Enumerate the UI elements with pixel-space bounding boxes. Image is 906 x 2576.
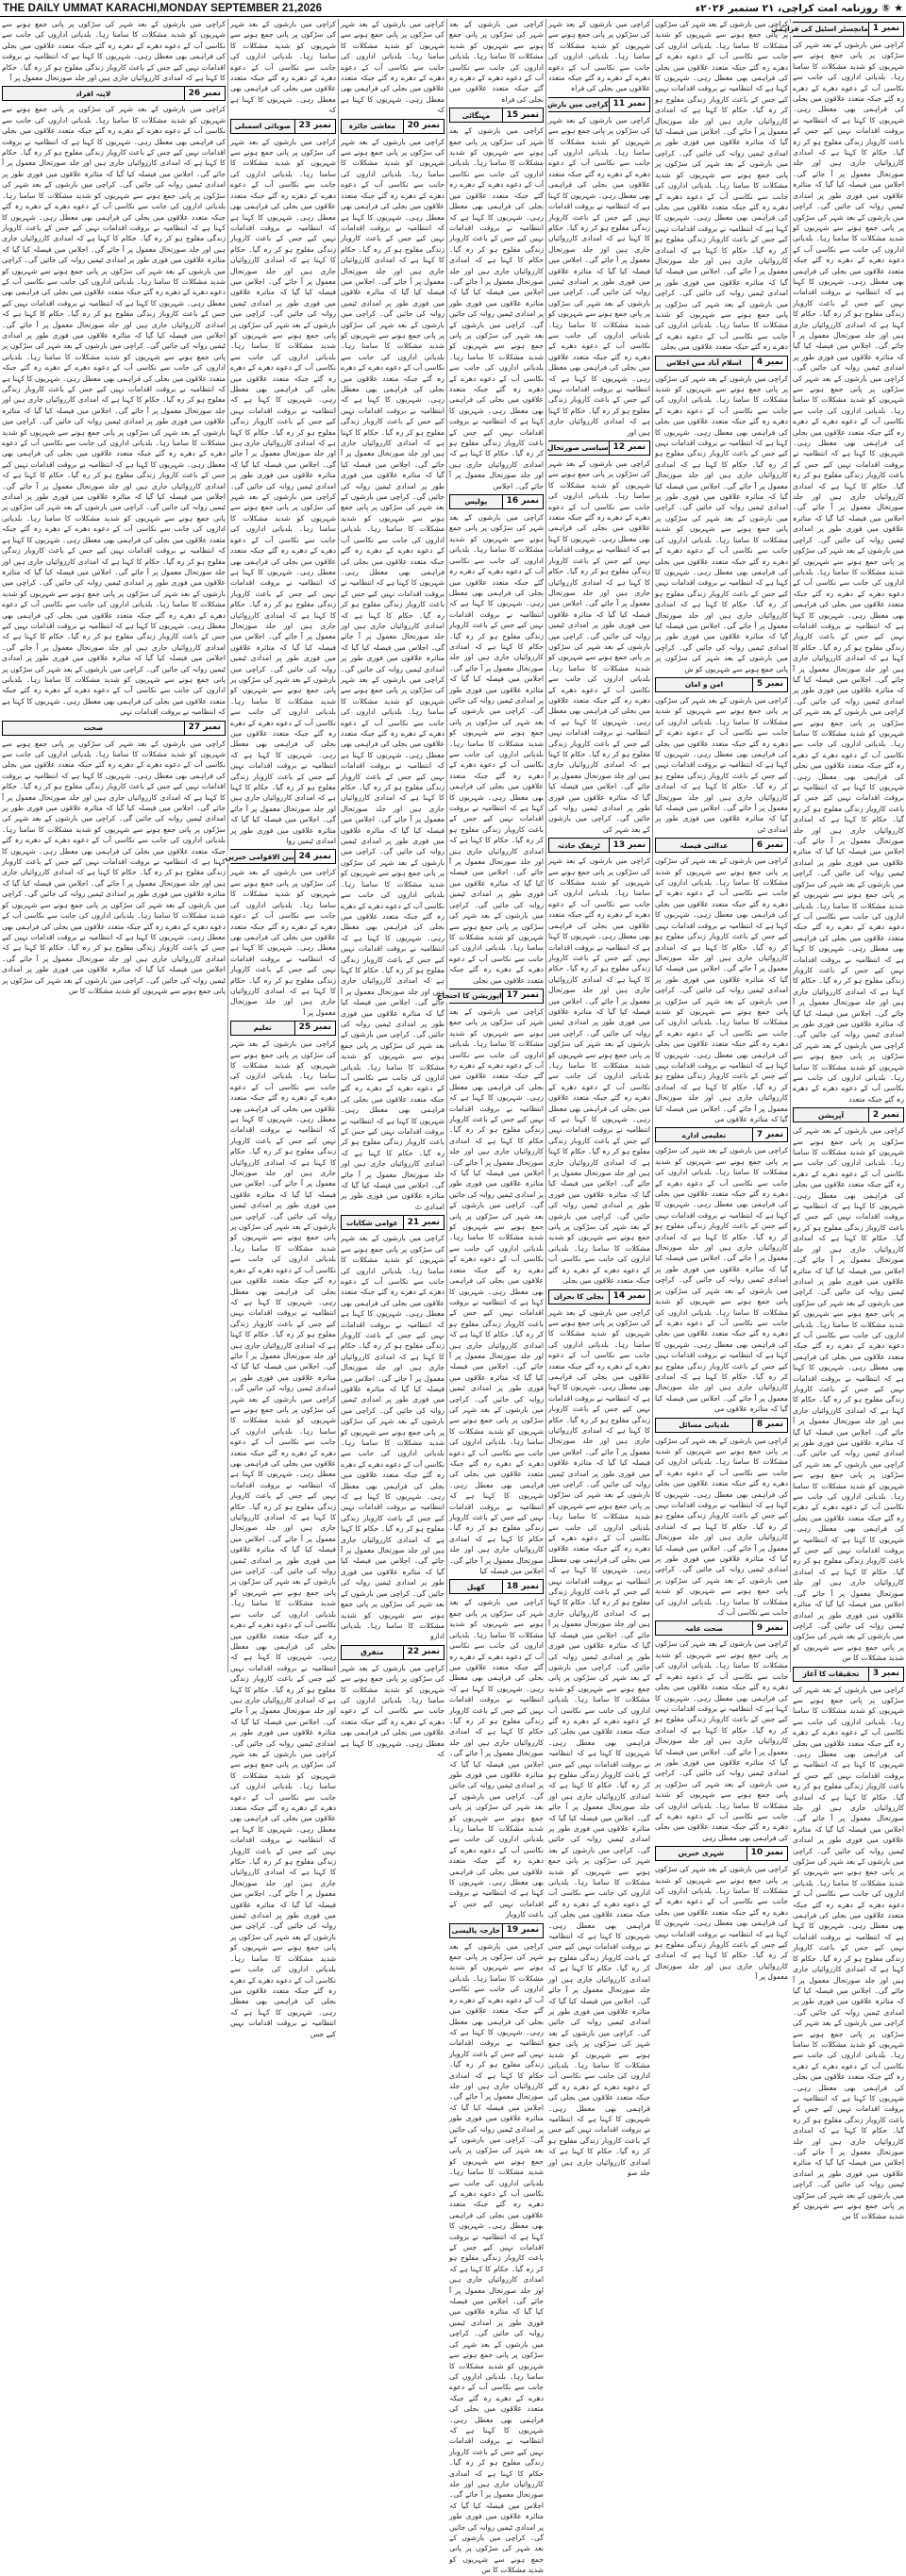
item-header: [2, 86, 226, 101]
item-body-text: کراچی میں بارشوں کے بعد شہر کی سڑکوں پر پانی جمع ہونے سے شہریوں کو شدید مشکلات کا سامنا رہا۔ بلدیاتی اداروں کی جانب سے نکاسی آب کے دعوے دھرے کے دھرے رہ گئے جبکہ متعدد علاقوں میں بجلی کی فراہمی بھی معطل رہی۔ شہریوں کا کہنا ہے کہ انتظامیہ نے بروقت اقدامات نہیں کیے جس کے باعث کاروبار زندگی مفلوج ہو کر رہ گیا۔ حکام کا کہنا ہے کہ امدادی کارروائیاں جاری ہیں اور جلد صورتحال معمول پر آ جائے گی۔ اجلاس میں فیصلہ کیا گیا کہ متاثرہ علاقوں میں فوری طور پر امدادی ٹیمیں روانہ کی جائیں گی۔ کراچی میں بارشوں کے بعد شہر کی سڑکوں پر پانی جمع ہونے سے شہریوں کو شدید مشکلات کا سامنا رہا۔ بلدیاتی اداروں کی جانب سے نکاسی آب کے دعوے دھرے کے دھرے رہ گئے جبکہ متعدد علاقوں میں بجلی کی فراہمی بھی معطل رہی۔ شہریوں کا کہنا ہے کہ انتظامیہ نے بروقت اقدامات نہیں کیے جس کے باعث کاروبار زندگی مفلوج ہو کر رہ گیا۔ حکام کا کہنا ہے کہ امدادی کارروائیاں جاری ہیں اور جلد صورتحال معمول پر آ جائے گی۔ اجلاس: [449, 126, 544, 490]
item-title: تعلیمی ادارے: [656, 1128, 752, 1141]
item-header: [449, 1923, 544, 1938]
news-item: [2, 86, 226, 717]
item-body-text: کراچی میں بارشوں کے بعد شہر کی سڑکوں پر پانی جمع ہونے سے شہریوں کو شدید مشکلات کا سامنا رہا۔ بلدیاتی اداروں کی جانب سے نکاسی آب کے دعوے دھرے کے دھرے رہ گئے جبکہ متعدد علاقوں میں بجلی کی فراہمی بھی معطل رہی۔ شہریوں کا کہنا ہے کہ انتظامیہ نے بروقت اقدامات نہیں کیے جس کے باعث کاروبار زندگی مفلوج ہو کر رہ گیا۔ حکام کا کہنا ہے کہ امدادی کارروائیاں جاری ہیں اور جلد صورتحال معمول پر آ جائے گی۔ اجلاس میں فیصلہ کیا گیا کہ متاثرہ علاقوں میں فوری طور پر امدادی ٹیمیں روانہ کی جائیں گی۔ کراچی میں بارشوں کے بعد شہر کی سڑکوں پر پانی جمع ہونے سے شہریوں کو شدید مشکلات کا سامنا رہا۔ بلدیاتی اداروں کی جانب سے نکاسی آب کے دعوے دھرے کے دھرے رہ گئے جبکہ متعدد علاقوں میں بجلی کی فراہمی بھی معطل رہی۔ شہریوں کا کہنا ہے کہ انتظامیہ نے بروقت اقدامات نہیں کیے جس کے باعث کاروبار زندگی مفلوج ہو کر رہ گیا۔ حکام کا کہنا ہے کہ امدادی کارروائیاں جاری ہیں اور جلد صورتحال معمول پر آ جائے گی۔ اجلاس میں فیصلہ کیا گیا کہ متاثرہ علاقوں میں فوری طور پر امدادی ٹیمیں روانہ کی جائیں گی۔ کراچی میں بارشوں کے بعد شہر کی سڑکوں پر پانی جمع ہونے سے شہریوں کو شدید مشکلات کا سامنا رہا۔ بلدیاتی ادارو: [341, 1234, 445, 1641]
item-header: [655, 677, 788, 692]
item-title: صحت عامہ: [656, 1621, 752, 1635]
item-body-text: کراچی میں بارشوں کے بعد شہر کی سڑکوں پر پانی جمع ہونے سے شہریوں کو شدید مشکلات کا سامنا رہا۔ بلدیاتی اداروں کی جانب سے نکاسی آب کے دعوے دھرے کے دھرے رہ گئے جبکہ متعدد علاقوں میں بجلی کی فراہمی بھی معطل رہی۔ شہریوں کا کہنا ہے کہ انتظامیہ نے بروقت اقدامات نہیں کیے جس کے باعث کاروبار زندگی مفلوج ہو کر رہ گیا۔ حکام کا کہنا ہے کہ امدادی کارروائیاں جاری ہیں اور جلد صورتحال معمول پر آ جائے گی۔ اجلاس میں فیصلہ کیا گیا کہ متاثرہ علاقوں میں فوری طور پر امدادی ٹیمیں روانہ کی جائیں گی۔ کراچی میں بارشوں کے بعد شہر کی سڑکوں پر پانی جمع ہونے سے شہریوں کو شدید مشکلات کا سامنا رہا۔ بلدیاتی اداروں کی جانب سے نکاسی آب کے دعوے دھرے کے دھرے رہ گئے جبکہ متعدد علاقوں میں بجلی کی فراہمی بھی معطل رہی۔ شہریوں کا کہنا ہے کہ انتظامیہ نے بروقت اقدامات نہیں کیے جس کے باعث کاروبار زندگی مفلوج ہو کر رہ گیا۔ حکام کا کہنا ہے کہ امدادی کارروائیاں جاری ہیں اور جلد صورتحال معمول پر آ جائے گی۔ اجلاس میں فیصلہ کیا گیا کہ متاثرہ علاقوں میں فوری طور پر امدادی ٹیمیں روانہ کی جائیں گی۔ کراچی میں بارشوں کے بعد شہر کی سڑکوں پر پانی جمع ہونے سے شہریوں کو شدید مشکلات کا سامنا رہا۔ بلدیاتی اداروں کی جانب سے نکاسی آب کے دعوے دھرے کے دھرے رہ گئے جبکہ متعدد علاقوں میں بجلی کی فراہمی بھی معطل رہی۔ شہریوں کا کہنا ہے کہ انتظامیہ نے بروقت اقدامات نہیں کیے جس کے باعث کاروبار زندگی مفلوج ہو کر رہ گیا۔ حکام کا کہنا ہے کہ امدادی کارروائیاں جاری ہیں اور جلد صورتحال معمول پر آ جائے گی۔ اجلاس میں فیصلہ کیا گیا کہ متاثرہ علاقوں میں فوری طور پر امدادی ٹیمیں روانہ کی جائیں گی۔ کراچی میں بارشوں کے بعد شہر کی سڑکوں پر پانی جمع ہونے سے شہریوں کو شدید مشکلات کا س: [449, 1941, 544, 2575]
masthead: [0, 0, 906, 17]
item-header: [341, 1215, 445, 1230]
news-item: [449, 108, 544, 491]
item-body-text: کراچی میں بارشوں کے بعد شہر کی سڑکوں پر پانی جمع ہونے سے شہریوں کو شدید مشکلات کا سامنا رہا۔ بلدیاتی اداروں کی جانب سے نکاسی آب کے دعوے دھرے کے دھرے رہ گئے جبکہ متعدد علاقوں میں بجلی کی فراہمی بھی معطل رہی۔ شہریوں کا کہنا ہے کہ انتظامیہ نے بروقت اقدامات نہیں کیے جس کے باعث کاروبار زندگی مفلوج ہو کر رہ گیا۔ حکام کا کہنا ہے کہ امدادی کارروائیاں جاری ہیں اور جلد صورتحال معمول پر آ جائے گی۔ اجلاس میں فیصلہ کیا گیا کہ متاثرہ علاقوں میں فوری طور پر امدادی ٹیمیں روانہ کی جائیں گی۔ کراچی میں بارشوں کے بعد شہر کی سڑکوں پر پانی جمع ہونے سے شہریوں کو شدید مشکلات کا سامنا رہا۔ بلدیاتی اداروں کی جانب سے نکاسی آب کے دعوے دھرے کے دھرے رہ گئے جبکہ متعدد علاقوں میں بجلی کی فراہمی بھی معطل رہی۔ شہریوں کا کہنا ہے کہ انتظامیہ نے بروقت اقدامات نہیں کیے جس کے باعث کاروبار زندگی مفلوج ہو کر رہ گیا۔ حکام کا کہنا ہے کہ امدادی کارروائیاں جاری ہیں اور جلد صورتحال معمول پر آ جائے گی۔ اجلاس میں فیصلہ کیا گیا کہ متاثرہ علاقوں میں فوری طور پر امدادی ٹیمیں روانہ کی جائیں گی۔ کراچی میں بارشوں کے بعد شہر کی سڑکوں پر پانی جمع ہونے سے شہریوں کو شدید مشکلات کا سامنا رہا۔ بلدیاتی اداروں کی جانب سے نکاسی آب کے دعوے دھرے کے دھرے رہ گئے جبکہ متعدد علاقوں میں بجلی کی فراہمی بھی معطل رہی۔ شہریوں کا کہنا ہے کہ انتظامیہ نے بروقت اقدامات نہیں کیے جس کے باعث کاروبار زندگی مفلوج ہو کر رہ گیا۔ حکام کا کہنا ہے کہ امدادی کارروائیاں جاری ہیں اور جلد صورتحال معمول پر آ جائے گی۔ اجلاس میں فیصلہ کیا گیا کہ متاثرہ علاقوں میں فوری طور پر امدادی ٹیمیں روانہ کی جائیں گی۔ کراچی میں بارشوں کے بعد شہر کی سڑکوں پر پانی جمع ہونے سے شہریوں کو شدید مشکلات کا سامنا رہا۔ بلدیاتی اداروں کی جانب سے نکاسی آب کے دعوے دھرے کے دھرے رہ گئے جبکہ متعدد علاقوں میں بجلی کی فراہمی بھی معطل رہی۔ شہریوں کا کہنا ہے کہ انتظامیہ نے بروقت اقدامات نہیں کیے جس کے باعث کاروبار زندگی مفلوج ہو کر رہ گیا۔ حکام کا کہنا ہے کہ امدادی کارروائیاں جاری ہیں اور جلد صورتحال معمول پر آ جائے گی۔ اجلاس میں فیصلہ کیا گیا کہ متاثرہ علاقوں میں فوری طور پر امدادی ٹیمیں روانہ کی جائیں گی۔ کراچی میں بارشوں کے بعد شہر کی سڑکوں پر پانی جمع ہونے سے شہریوں کو شدید مشکلات کا سامنا رہا۔ بلدیاتی اداروں کی جانب سے نکاسی آب کے دعوے دھرے کے دھرے رہ گئے جبکہ متعدد علاقوں میں بجلی کی فراہمی بھی معطل رہی۔ شہریوں کا کہنا ہے کہ انتظامیہ نے بروقت اقدامات نہیں کیے جس کے باعث کاروبار زندگی مفلوج ہو کر رہ گیا۔ حکام کا کہنا ہے کہ امدادی کارروائیاں جاری ہیں اور جلد صورتحال معمول پر آ جائے گی۔ اجلاس میں فیصلہ کیا گیا کہ متاثرہ علاقوں میں فوری طور پر امدادی ٹیمیں روانہ کی جائیں گی۔ کراچی میں بارشوں کے بعد شہر کی سڑکوں پر پانی جمع ہونے سے شہریوں کو شدید مشکلات کا سامنا رہا۔ بلدیاتی اداروں کی جانب سے نکاسی آب کے دعوے دھرے کے دھرے رہ گئے جبکہ متعدد علاقوں میں بجلی کی فراہمی بھی معطل رہی۔ شہریوں کا کہنا ہے کہ انتظامیہ نے بروقت اقدامات نہیں کیے جس کے باعث کاروبار زندگی مفلوج ہو کر رہ گیا۔ حکام کا کہنا ہے کہ امدادی کارروائیاں جاری ہیں اور جلد صورتحال معمول پر آ جائے گی۔ اجلاس میں فیصلہ کیا گیا کہ متاثرہ علاقوں میں فوری طور پر امدادی ٹیمیں روانہ کی جائیں گی۔ کراچی میں بارشوں کے بعد شہر کی سڑکوں پر پانی جمع ہونے سے شہریوں کو شدید مشکلات کا سامنا رہا۔ بلدیاتی اداروں کی جانب سے نکاسی آب کے دعوے دھرے کے دھرے رہ گئے جبکہ متعدد علاقوں میں بجلی کی فراہمی بھی معطل رہی۔ شہریوں کا کہنا ہے کہ انتظامیہ نے بروقت اقدامات نہیں کیے جس کے باعث کاروبار زندگی مفلوج ہو کر رہ گیا۔ حکام کا کہنا ہے کہ امدادی کارروائیاں جاری ہیں اور جلد صورتحال معمول پر آ جائے گی۔ اجلاس میں فیصلہ کیا گیا کہ متاثرہ علاقوں میں فوری طور پر امدادی ٹیمیں روانہ کی جائیں گی۔ کراچی میں بارشوں کے بعد شہر کی سڑکوں پر پانی جمع ہونے سے شہریوں کو شدید مشکلات کا سامنا رہا۔ بلدیاتی اداروں کی جانب سے نکاسی آب کے دعوے دھرے کے دھرے رہ گئے جبکہ متعدد علاقوں میں بجلی کی فراہمی بھی معطل رہی۔ شہریوں کا کہنا ہے کہ انتظامیہ نے بروقت اقدامات نہی: [2, 105, 226, 717]
urdu-dateline: روزنامہ امت کراچی، ۲۱ ستمبر ۲۰۲۶ء: [695, 2, 879, 14]
item-title: کھیل: [450, 1580, 502, 1593]
item-body-text: کراچی میں بارشوں کے بعد شہر کی سڑکوں پر پانی جمع ہونے سے شہریوں کو شدید مشکلات کا سامنا رہا۔ بلدیاتی اداروں کی جانب سے نکاسی آب کے دعوے دھرے کے دھرے رہ گئے جبکہ متعدد علاقوں میں بجلی کی فراہمی بھی معطل رہی۔ شہریوں کا کہنا ہے کہ انتظامیہ نے بروقت اقدامات نہیں کیے جس کے باعث کاروبار زندگی مفلوج ہو کر رہ گیا۔ حکام کا کہنا ہے کہ امدادی کارروائیاں جاری ہیں اور جلد صورتحال معمول پر آ جائے گی۔ اجلاس میں فیصلہ کیا گیا کہ متاثرہ علاقوں میں فوری طور پر امدادی ٹیمیں روانہ کی جائیں گی۔ کراچی میں بارشوں کے بعد شہر کی سڑکوں پر پانی جمع ہونے سے شہریوں کو شدید مشکلات کا سامنا رہا۔ بلدیاتی اداروں کی جانب سے نکاسی آب کے دعوے دھرے کے دھرے رہ گئے جبکہ متعدد علاقوں میں بجلی کی فراہمی بھی معطل رہی۔ شہریوں کا کہنا ہے کہ انتظامیہ نے بروقت اقدامات نہیں کیے جس کے باعث کاروبار زندگی مفلوج ہو کر رہ گیا۔ حکام کا کہنا ہے کہ امدادی کارروائیاں جاری ہیں اور جلد صورتحال معمول پر آ جائے گی۔ اجلاس میں فیصلہ کیا گیا کہ متاثرہ علاقوں میں فوری طور پر امدادی ٹیمیں روانہ کی جائیں گی۔ کراچی میں بارشوں کے بعد شہر کی سڑکوں پر پانی جمع ہونے سے شہریوں کو شدید مشکلات کا سامنا رہا۔ بلدیاتی اداروں کی جانب سے نکاسی آب کے دعوے دھرے کے دھرے رہ گئے جبکہ متعدد علاقوں میں بجلی کی فراہمی بھی معطل رہی۔ شہریوں کا کہنا ہے کہ انتظامیہ نے بروقت اقدامات نہیں کیے جس کے باعث کاروبار زندگی مفلوج ہو کر رہ گیا۔ حکام کا کہنا ہے کہ امدادی کارروائیاں جاری ہیں اور جلد صورتحال معمول پر آ جائے گی۔ اجلاس میں فیصلہ کیا گیا کہ متاثرہ علاقوں میں فوری طور پر امدادی ٹیمیں روانہ کی جائیں گی۔ کراچی میں بارشوں کے بعد شہر کی سڑکوں پر پانی جمع ہونے سے شہریوں کو شدید مشکلات کا سامنا رہا۔ بلدیاتی اداروں کی جانب سے نکاسی آب کے دعوے دھرے کے دھرے رہ گئے جبکہ متعدد علاقوں میں بجلی کی فراہمی بھی معطل رہی۔ شہریوں کا کہنا ہے کہ انتظامیہ نے بروقت اقدامات نہیں کیے جس کے باعث کاروبار زندگی مفلوج ہو کر رہ گیا۔ حکام کا کہنا ہے کہ امدادی کارروائیاں جاری ہیں اور جلد صورتحال معمول پر آ جائے گی۔ اجلاس میں فیصلہ کیا گیا کہ متاثرہ علاقوں میں فوری طور پر امدادی ٹیمیں روانہ کی جائیں گی۔ کراچی میں بارشوں کے بعد شہر کی سڑکوں پر پانی جمع ہونے سے شہریوں کو شدید مشکلات کا سامنا رہا۔ بلدیاتی اداروں کی جانب سے نکاسی آب کے دعوے دھرے کے دھرے رہ گئے جبکہ متعدد علاقوں میں بجلی کی فراہمی بھی معطل رہی۔ شہریوں کا کہنا ہے کہ انتظامیہ نے بروقت اقدامات نہیں کیے جس کے باعث کاروبار زندگی مفلوج ہو کر رہ گیا۔ حکام کا کہنا ہے کہ امدادی کارروائیاں جاری ہیں اور جلد صورتحال معمول پر آ جائے گی۔ اجلاس میں فیصلہ کیا گیا کہ متاثرہ علاقوں میں فوری طور پر امدادی ٹیمیں روانہ کی جائیں گی۔ کراچی میں بارشوں کے بعد شہر کی سڑکوں پر پانی جمع ہونے سے شہریوں کو شدید مشکلات کا سامنا رہا۔ بلدیاتی اداروں کی جانب سے نکاسی آب کے دعوے دھرے کے دھرے رہ گئے جبکہ متعدد علاقوں میں بجلی کی فراہمی بھی معطل رہی۔ شہریوں کا کہنا ہے کہ انتظامیہ نے بروقت اقدامات نہیں کیے جس کے باعث کاروبار زندگی مفلوج ہو کر رہ گیا۔ حکام کا کہنا ہے کہ امدادی کارروائیاں جاری ہیں اور جلد صورتحال معمول پر آ جائے گی۔ اجلاس میں فیصلہ کیا گیا کہ متاثرہ علاقوں میں فوری طور پر امدادی ٹیمیں روانہ کی جائیں گی۔ کراچی میں بارشوں کے بعد شہر کی سڑکوں پر پانی جمع ہونے سے شہریوں کو شدید مشکلات کا سامنا رہا۔ بلدیاتی اداروں کی جانب سے نکاسی آب کے دعوے دھرے کے دھرے رہ گئے جبکہ متعدد: [793, 41, 904, 1104]
news-item: [230, 119, 336, 847]
item-header: [449, 1579, 544, 1594]
item-number: نمبر 19: [502, 1924, 543, 1937]
item-title: صحت: [3, 722, 184, 735]
item-title: بلدیاتی مسائل: [656, 1419, 752, 1432]
news-item: [793, 1667, 904, 2222]
news-item: [341, 119, 445, 1213]
news-item: [655, 1620, 788, 1843]
item-header: [655, 1127, 788, 1142]
item-number: نمبر 25: [294, 1022, 335, 1035]
item-title: آپریشن: [794, 1108, 868, 1122]
item-title: اپوزیشن کا احتجاج: [437, 989, 502, 1003]
item-number: نمبر 13: [609, 839, 649, 852]
item-body-text: کراچی میں بارشوں کے بعد شہر کی سڑکوں پر پانی جمع ہونے سے شہریوں کو شدید مشکلات کا سامنا رہا۔ بلدیاتی اداروں کی جانب سے نکاسی آب کے دعوے دھرے کے دھرے رہ گئے جبکہ متعدد علاقوں میں بجلی کی فراہمی بھی معطل رہی۔ شہریوں کا کہنا ہے کہ انتظامیہ نے بروقت اقدامات نہیں کیے جس کے باعث کاروبار زندگی مفلوج ہو کر رہ گیا۔ حکام کا کہنا ہے کہ امدادی کارروائیاں جاری ہیں اور جلد صورتحال معمول پر آ جائے گی۔ اجلاس میں فیصلہ کیا گیا کہ متاثرہ علاقوں میں فوری طور پر امدادی ٹیمیں روانہ کی جائیں گی۔ کراچی میں بارشوں کے بعد شہر کی سڑکوں پر پانی جمع ہونے سے شہریوں کو شدید مشکلات کا سامنا رہا۔ بلدیاتی اداروں کی جانب سے نکاسی آب کے دعوے دھرے کے دھرے رہ گئے جبکہ متعدد علاقوں میں بجلی کی فراہمی بھی معطل رہی۔ شہریوں کا کہنا ہے کہ انتظامیہ نے بروقت اقدامات نہیں کیے جس کے باعث کاروبار زندگی مفلوج ہو کر رہ گیا۔ حکام کا کہنا ہے کہ امدادی کارروائیاں جاری ہیں اور جلد صورتحال معمول پر آ جائے گی۔ اجلاس میں فیصلہ کیا گیا کہ متاثرہ علاقوں میں فوری طور پر امدادی ٹیمیں روانہ کی جائیں گی۔ کراچی میں بارشوں کے بعد شہر کی سڑکوں پر پانی جمع ہونے سے شہریوں کو شدید مشکلات کا سامنا رہا۔ بلدیاتی اداروں کی جانب سے نکاسی آب کے دعوے دھرے کے دھرے رہ گئے جبکہ متعدد علاقوں میں بجلی: [548, 856, 650, 1286]
item-body-text: کراچی میں بارشوں کے بعد شہر کی سڑکوں پر پانی جمع ہونے سے شہریوں کو شدید مشکلات کا سامنا رہا۔ بلدیاتی اداروں کی جانب سے نکاسی آب کے دعوے دھرے کے دھرے رہ گئے جبکہ متعدد علاقوں میں بجلی کی فراہمی بھی معطل رہی۔ شہریوں کا کہنا ہے کہ انتظامیہ نے بروقت اقدامات نہیں کیے جس کے باعث کاروبار زندگی مفلوج ہو کر رہ گیا۔ حکام کا کہنا ہے کہ امدادی کارروائیاں جاری ہیں اور جلد صورتحال معمول پر آ جائے گی۔ اجلاس میں فیصلہ کیا گیا کہ متاثرہ علاقوں میں فوری طور پر امدادی ٹیمیں روانہ کی جائیں گی۔ کراچی میں بارشوں کے بعد شہر کی سڑکوں پر پانی جمع ہونے سے شہریوں کو شدید مشکلات کا سامنا رہا۔ بلدیاتی اداروں کی جانب سے نکاسی آب کے دعوے دھرے کے دھرے رہ گئے جبکہ متعدد علاقوں میں بجلی کی فراہمی بھی معطل رہی: [655, 1639, 788, 1842]
item-body-text: کراچی میں بارشوں کے بعد شہر کی سڑکوں پر پانی جمع ہونے سے شہریوں کو شدید مشکلات کا سامنا رہا۔ بلدیاتی اداروں کی جانب سے نکاسی آب کے دعوے دھرے کے دھرے رہ گئے جبکہ متعدد علاقوں میں بجلی کی فراہمی بھی معطل رہی۔ شہریوں کا کہنا ہے کہ انتظامیہ نے بروقت اقدامات نہیں کیے جس کے باعث کاروبار زندگی مفلوج ہو کر رہ گیا۔ حکام کا کہنا ہے کہ امدادی کارروائیاں جاری ہیں اور جلد صورتحال معمول پر آ جائے گی۔ اجلاس میں فیصلہ کیا گیا کہ متاثرہ علاقوں میں فوری طور پر امدادی ٹیمیں روانہ کی جائیں گی۔ کراچی میں بارشوں کے بعد شہر کی سڑکوں پر پانی جمع ہونے سے شہریوں کو شدید مشکلات کا سامنا رہا۔ بلدیاتی اداروں کی جانب سے نکاسی آب کے دعوے دھرے کے دھرے رہ گئے جبکہ متعدد علاقوں میں بجلی کی فراہمی بھی معطل رہی۔ شہریوں کا کہنا ہے کہ انتظامیہ نے بروقت اقدامات نہیں کیے جس کے باعث کاروبار زندگی مفلوج ہو کر رہ گیا۔ حکام کا کہنا ہے کہ امدادی کارروائیاں جاری ہیں اور جلد صورتحال معمول پر آ جائے گی۔ اجلاس میں فیصلہ کیا گیا کہ متاثرہ علاقوں میں فوری طور پر امدادی ٹیمیں روانہ کی جائیں گی۔ کراچی میں بارشوں کے بعد شہر کی سڑکوں پر پانی جمع ہونے سے شہریوں کو شدید مشکلات کا سامنا رہا۔ بلدیاتی اداروں کی جانب سے نکاسی آب کے دعوے دھرے کے دھرے رہ گئے جبکہ متعدد علاقوں میں بجلی کی فراہمی بھی معطل رہی۔ شہریوں کا کہنا ہے کہ انتظامیہ نے بروقت اقدامات نہیں کیے جس کے باعث کاروبار زندگی مفلوج ہو کر رہ گیا۔ حکام کا کہنا ہے کہ امدادی کارروائیاں جاری ہیں اور جلد صورتحال معمول پر آ جائے گی۔ اجلاس میں فیصلہ کیا گیا کہ متاثرہ علاقوں میں فوری طور پر امدادی ٹیمیں روانہ کی جائیں گی۔ کراچی میں بارشوں کے بعد شہر کی سڑکوں پر پانی جمع ہونے سے شہریوں کو شدید مشکلات کا سامنا رہا۔ بلدیاتی اداروں کی جانب سے نکاسی آب کے دعوے دھرے کے دھرے رہ گئے جبکہ متعدد علاقوں میں بجلی کی فراہمی بھی معطل رہی۔ شہریوں کا کہنا ہے کہ انتظامیہ نے بروقت اقدامات نہیں کیے جس کے باعث کاروبار زندگی مفلوج ہو کر رہ گیا۔ حکام کا کہنا ہے کہ امدادی کارروائیاں جاری ہیں اور جلد صورتحال معمول پر آ جائے گی۔ اجلاس میں فیصلہ کیا گیا کہ متاثرہ علاقوں میں فوری طور پر امدادی ٹیمیں روانہ کی جائیں گی۔ کراچی میں بارشوں کے بعد شہر کی سڑکوں پر پانی جمع ہونے سے شہریوں کو شدید مشکلات کا سامنا رہا۔ بلدیاتی اداروں کی جانب سے نکاسی آب کے دعوے دھرے کے دھرے رہ گئے جبکہ متعدد علاقوں میں بجلی کی فراہمی بھی معطل رہی۔ شہریوں کا کہنا ہے کہ انتظامیہ نے بروقت اقدامات نہیں کیے جس کے باعث کاروبار زندگی مفلوج ہو کر رہ گیا۔ حکام کا کہنا ہے کہ امدادی کارروائیاں جاری ہیں اور جلد صورتحال معمول پر آ جائے گی۔ اجلاس میں فیصلہ کیا گیا کہ متاثرہ علاقوں میں فوری طور پر امدادی ٹیمیں روانہ کی جائیں گی۔ کراچی میں بارشوں کے بعد شہر کی سڑکوں پر پانی جمع ہونے سے شہریوں کو شدید مشکلات کا سامنا رہا۔ بلدیاتی اداروں کی جانب سے نکاسی آب کے دعوے دھرے کے دھرے رہ گئے جبکہ متعدد علاقوں میں بجلی کی فراہمی بھی معطل رہی۔ شہریوں کا کہنا ہے کہ انتظامیہ نے بروقت اقدامات نہیں کیے جس کے باعث کاروبار زندگی مفلوج ہو کر رہ گیا۔ حکام کا کہنا ہے کہ امدادی کارروائیاں جاری ہیں اور جلد صورتحال معمول پر آ جائے گی۔ اجلاس میں فیصلہ کیا گیا کہ متاثرہ علاقوں میں فوری طور پر امدادی ٹ: [341, 137, 445, 1211]
item-body-text: کراچی میں بارشوں کے بعد شہر کی سڑکوں پر پانی جمع ہونے سے شہریوں کو شدید مشکلات کا سامنا رہا۔ بلدیاتی اداروں کی جانب سے نکاسی آب کے دعوے دھرے کے دھرے رہ گئے جبکہ متعدد علاقوں میں بجلی کی فراہمی بھی معطل رہی۔ شہریوں کا کہنا ہے کہ: [341, 1663, 445, 1758]
item-header: [436, 989, 544, 1004]
column-7: [0, 19, 227, 1672]
news-item: [225, 849, 336, 1018]
item-number: نمبر 15: [502, 108, 543, 122]
item-header: [548, 1289, 650, 1305]
item-number: نمبر 6: [752, 839, 787, 852]
news-item: [449, 494, 544, 986]
masthead-urdu-title: [696, 2, 903, 14]
lead-paragraph: کراچی میں بارشوں کے بعد شہر کی سڑکوں پر پانی جمع ہونے سے شہریوں کو شدید مشکلات کا سامنا رہا۔ بلدیاتی اداروں کی جانب سے نکاسی آب کے دعوے دھرے کے دھرے رہ گئے جبکہ متعدد علاقوں میں بجلی کی فراہمی بھی معطل رہی۔ شہریوں کا کہنا ہے کہ انتظامیہ نے بروقت اقدامات نہیں کیے جس کے باعث کاروبار زندگی مفلوج ہو کر رہ گیا۔ حکام کا کہنا ہے کہ امدادی کارروائیاں جاری ہیں اور جلد صورتحال معمول پر آ جائے گی۔ اجلاس میں فیصلہ کیا گیا کہ متاثرہ علاقوں میں فوری طور پر امدادی ٹیمیں روانہ کی جائیں گی۔ کراچی میں بارشوں کے بعد شہر کی سڑکوں پر پانی جمع ہونے سے شہریوں کو شدید مشکلات کا سامنا رہا۔ بلدیاتی اداروں کی جانب سے نکاسی آب کے دعوے دھرے کے دھرے رہ گئے جبکہ متعدد علاقوں میں بجلی کی فراہمی بھی معطل رہی۔ شہریوں کا کہنا ہے کہ انتظامیہ نے بروقت اقدامات نہیں کیے جس کے باعث کاروبار زندگی مفلوج ہو کر رہ گیا۔ حکام کا کہنا ہے کہ امدادی کارروائیاں جاری ہیں اور جلد صورتحال معمول پر آ جائے گی۔ اجلاس میں فیصلہ کیا گیا کہ متاثرہ علاقوں میں فوری طور پر امدادی ٹیمیں روانہ کی جائیں گی۔ کراچی میں بارشوں کے بعد شہر کی سڑکوں پر پانی جمع ہونے سے شہریوں کو شدید مشکلات کا سامنا رہا۔ بلدیاتی اداروں کی جانب سے نکاسی آب کے دعوے دھرے کے دھرے رہ گئے جبکہ متعدد علاقوں میں بجلی: [655, 20, 788, 352]
item-header: [548, 97, 650, 112]
item-header: [230, 1021, 336, 1036]
item-number: نمبر 26: [184, 87, 225, 100]
item-number: نمبر 18: [502, 1580, 543, 1593]
item-number: نمبر 22: [403, 1646, 444, 1659]
item-number: نمبر 1: [868, 23, 903, 36]
item-title: لاپتہ افراد: [3, 87, 184, 100]
item-number: نمبر 5: [752, 678, 787, 691]
news-item: [655, 1418, 788, 1619]
item-header: [449, 108, 544, 123]
item-number: نمبر 27: [184, 722, 225, 735]
item-title: متفرق: [342, 1646, 403, 1659]
item-body-text: کراچی میں بارشوں کے بعد شہر کی سڑکوں پر پانی جمع ہونے سے شہریوں کو شدید مشکلات کا سامنا رہا۔ بلدیاتی اداروں کی جانب سے نکاسی آب کے دعوے دھرے کے دھرے رہ گئے جبکہ متعدد علاقوں میں بجلی کی فراہمی بھی معطل رہی۔ شہریوں کا کہنا ہے کہ انتظامیہ نے بروقت اقدامات نہیں کیے جس کے باعث کاروبار زندگی مفلوج ہو کر رہ گیا۔ حکام کا کہنا ہے کہ امدادی کارروائیاں جاری ہیں اور جلد صورتحال معمول پر آ جائے گی۔ اجلاس میں فیصلہ کیا گیا کہ متاثرہ علاقوں میں فوری طور پر امدادی ٹیمیں روانہ کی جائیں گی۔ کراچی میں بارشوں کے بعد شہر کی سڑکوں پر پانی جمع ہونے سے شہریوں کو شدید مشکلات کا سامنا رہا۔ بلدیاتی اداروں کی جانب سے نکاسی آب کے دعوے دھرے کے دھرے رہ گئے جبکہ متعدد علاقوں میں بجلی کی فراہمی بھی معطل رہی۔ شہریوں کا کہنا ہے کہ انتظامیہ نے بروقت اقدامات نہیں کیے جس کے باعث کاروبار زندگی مفلوج ہو کر رہ گیا۔ حکام کا کہنا ہے کہ امدادی کارروائیاں جاری ہیں اور جلد صورتحال معمول پر آ جائے گی۔ اجلاس میں فیصلہ کیا گیا کہ متاثرہ علاقوں میں فوری طور پر امدادی ٹیمیں روانہ کی جائیں گی۔ کراچی میں بارشوں کے بعد شہر کی سڑکوں پر پانی جمع ہونے سے شہریوں کو شدید مشکلات کا سامنا رہا۔ بلدیاتی اداروں کی جانب سے نکاسی آب کے دعوے دھرے کے دھرے رہ گئے جبکہ متعدد علاقوں میں بجلی کی فراہمی بھی معطل رہی۔ شہریوں کا کہنا ہے کہ انتظامیہ نے بروقت اقدامات نہیں کیے جس کے باعث کاروبار زندگی مفلوج ہو کر رہ گیا۔ حکام کا کہنا ہے کہ امدادی کارروائیاں جاری ہیں اور جلد صورتحال معمول پر آ جائے گی۔ اجلاس میں فیصلہ کیا گیا کہ متاثرہ علاقوں میں فوری طور پر امدادی ٹیمیں روانہ کی جائیں گی۔ کراچی میں بارشوں کے بعد شہر کی سڑکوں پر پانی جمع ہونے سے شہریوں کو شدید مشکلات کا س: [2, 739, 226, 995]
item-header: [655, 1620, 788, 1636]
item-body-text: کراچی میں بارشوں کے بعد شہر کی سڑکوں پر پانی جمع ہونے سے شہریوں کو شدید مشکلات کا سامنا رہا۔ بلدیاتی اداروں کی جانب سے نکاسی آب کے دعوے دھرے کے دھرے رہ گئے جبکہ متعدد علاقوں میں بجلی کی فراہمی بھی معطل رہی۔ شہریوں کا کہنا ہے کہ انتظامیہ نے بروقت اقدامات نہیں کیے جس کے باعث کاروبار زندگی مفلوج ہو کر رہ گیا۔ حکام کا کہنا ہے کہ امدادی کارروائیاں جاری ہیں اور جلد صورتحال معمول پر آ: [655, 1865, 788, 1982]
item-body-text: کراچی میں بارشوں کے بعد شہر کی سڑکوں پر پانی جمع ہونے سے شہریوں کو شدید مشکلات کا سامنا رہا۔ بلدیاتی اداروں کی جانب سے نکاسی آب کے دعوے دھرے کے دھرے رہ گئے جبکہ متعدد علاقوں میں بجلی کی فراہمی بھی معطل رہی۔ شہریوں کا کہنا ہے کہ انتظامیہ نے بروقت اقدامات نہیں کیے جس کے باعث کاروبار زندگی مفلوج ہو کر رہ گیا۔ حکام کا کہنا ہے کہ امدادی کارروائیاں جاری ہیں اور جلد صورتحال معمول پر آ جائے گی۔ اجلاس میں فیصلہ کیا گیا کہ متاثرہ علاقوں میں فوری طور پر امدادی ٹیمیں روانہ کی جائیں گی۔ کراچی میں بارشوں کے بعد شہر کی سڑکوں پر پانی جمع ہونے سے شہریوں کو شدید مشکلات کا سامنا رہا۔ بلدیاتی اداروں کی جانب سے نکاسی آب کے دعوے دھرے کے دھرے رہ گئے جبکہ متعدد علاقوں میں بجلی کی فراہمی بھی معطل رہی۔ شہریوں کا کہنا ہے کہ انتظامیہ نے بروقت اقدامات نہیں کیے جس کے باعث کاروبار زندگی مفلوج ہو کر رہ گیا۔ حکام کا کہنا ہے کہ امدادی کارروائیاں جاری ہیں اور جلد صورتحال معمول پر آ جائے گی۔ اجلاس میں فیصلہ کیا گیا کہ متاثرہ علاقوں میں فوری طور پر امدادی ٹیمیں روانہ کی جائیں گی۔ کراچی میں بارشوں کے بعد شہر کی سڑکوں پر پانی جمع ہونے سے شہریوں کو ش: [655, 374, 788, 673]
item-body-text: کراچی میں بارشوں کے بعد شہر کی سڑکوں پر پانی جمع ہونے سے شہریوں کو شدید مشکلات کا سامنا رہا۔ بلدیاتی اداروں کی جانب سے نکاسی آب کے دعوے دھرے کے دھرے رہ گئے جبکہ متعدد علاقوں میں بجلی کی فراہمی بھی معطل رہی۔ شہریوں کا کہنا ہے کہ انتظامیہ نے بروقت اقدامات نہیں کیے جس کے باعث کاروبار زندگی مفلوج ہو کر رہ گیا۔ حکام کا کہنا ہے کہ امدادی کارروائیاں جاری ہیں اور جلد صورتحال معمول پر آ جائے گی۔ اجلاس میں فیصلہ کیا گیا کہ متاثرہ علاقوں میں فوری طور پر امدادی ٹی: [655, 695, 788, 834]
item-header: [793, 1667, 904, 1682]
column-4: [436, 19, 545, 2575]
column-6: [225, 19, 338, 2038]
item-body-text: کراچی میں بارشوں کے بعد شہر کی سڑکوں پر پانی جمع ہونے سے شہریوں کو شدید مشکلات کا سامنا رہا۔ بلدیاتی اداروں کی جانب سے نکاسی آب کے دعوے دھرے کے دھرے رہ گئے جبکہ متعدد علاقوں میں بجلی کی فراہمی بھی معطل رہی۔ شہریوں کا کہنا ہے کہ انتظامیہ نے بروقت اقدامات نہیں کیے جس کے باعث کاروبار زندگی مفلوج ہو کر رہ گیا۔ حکام کا کہنا ہے کہ امدادی کارروائیاں جاری ہیں اور جلد صورتحال معمول پر آ جائے گی۔ اجلاس میں فیصلہ کیا گیا کہ متاثرہ علاقوں میں فوری طور پر امدادی ٹیمیں روانہ کی جائیں گی۔ کراچی میں بارشوں کے بعد شہر کی سڑکوں پر پانی جمع ہونے سے شہریوں کو شدید مشکلات کا سامنا رہا۔ بلدیاتی اداروں کی جانب سے نکاسی آب کے دعوے دھرے کے دھرے رہ گئے جبکہ متعدد علاقوں میں بجلی کی فراہمی بھی معطل رہی۔ شہریوں کا کہنا ہے کہ انتظامیہ نے بروقت اقدامات نہیں کیے جس کے باعث کاروبار زندگی مفلوج ہو کر رہ گیا۔ حکام کا کہنا ہے کہ امدادی کارروائیاں جاری ہیں اور جلد صورتحال معمول پر آ جائے گی۔ اجلاس میں فیصلہ کیا گیا کہ متاثرہ علاقوں میں فوری طور پر امدادی ٹیمیں روانہ کی جائیں گی۔ کراچی میں بارشوں کے بعد شہر کی سڑکوں پر پانی جمع ہونے سے شہریوں کو شدید مشکلات کا سامنا رہا۔ بلدیاتی اداروں کی جانب سے نکاسی آب کے دعوے دھرے کے دھرے رہ گئے جبکہ متعدد علاقوں میں بجلی کی فراہمی بھی معطل رہی۔ شہریوں کا کہنا ہے کہ انتظامیہ نے بروقت اقدامات نہیں کیے جس کے باعث کاروبار زندگی مفلوج ہو کر رہ گیا۔ حکام کا کہنا ہے کہ امدادی کارروائیاں جاری ہیں اور جلد صورتحال معمول پر آ جائے گی۔ اجلاس میں فیصلہ کیا گیا کہ متاثرہ علاقوں میں فوری طور پر امدادی ٹیمیں روانہ کی جائیں گی۔ کراچی میں بارشوں کے بعد شہر کی سڑکوں پر پانی جمع ہونے سے شہریوں کو شدید مشکلات کا سامنا رہا۔ بلدیاتی اداروں کی جانب سے نکاسی آب کے دعوے دھرے کے دھرے رہ گئے جبکہ متعدد علاقوں میں بجلی کی فراہمی بھی معطل رہی۔ شہریوں کا کہنا ہے کہ انتظامیہ نے بروقت اقدامات نہیں کیے جس کے باعث کاروبار زندگی مفلوج ہو کر رہ گیا۔ حکام کا کہنا ہے کہ امدادی کارروائیاں جاری ہیں اور جلد صورتحال معمول پر آ جائے گی۔ اجلاس میں فیصلہ کیا گیا کہ متاثرہ علاقوں میں فوری طور پر امدادی ٹیمیں روا: [230, 137, 336, 846]
item-body-text: کراچی میں بارشوں کے بعد شہر کی سڑکوں پر پانی جمع ہونے سے شہریوں کو شدید مشکلات کا سامنا رہا۔ بلدیاتی اداروں کی جانب سے نکاسی آب کے دعوے دھرے کے دھرے رہ گئے جبکہ متعدد علاقوں میں بجلی کی فراہمی بھی معطل رہی۔ شہریوں کا کہنا ہے کہ انتظامیہ نے بروقت اقدامات نہیں کیے جس کے باعث کاروبار زندگی مفلوج ہو کر رہ گیا۔ حکام کا کہنا ہے کہ امدادی کارروائیاں جاری ہیں اور جلد صورتحال معمول پر آ جائے گی۔ اجلاس میں فیصلہ کیا گیا کہ متاثرہ علاقوں میں فوری طور پر امدادی ٹیمیں روانہ کی جائیں گی۔ کراچی میں بارشوں کے بعد شہر کی سڑکوں پر پانی جمع ہونے سے شہریوں کو شدید مشکلات کا سامنا رہا۔ بلدیاتی اداروں کی جانب سے نکاسی آب کے دعوے دھرے کے دھرے رہ گئے جبکہ متعدد علاقوں میں بجلی کی فراہمی بھی معطل رہی۔ شہریوں کا کہنا ہے کہ انتظامیہ نے بروقت اقدامات نہیں کیے جس کے باعث کاروبار زندگی مفلوج ہو کر رہ گیا۔ حکام کا کہنا ہے کہ امدادی کارروائیاں جاری ہیں اور جلد صورتحال معمول پر آ جائے گی۔ اجلاس میں فیصلہ کیا گیا کہ متاثرہ علاقوں میں فوری طور پر امدادی ٹیمیں روانہ کی جائیں گی۔ کراچی میں بارشوں کے بعد شہر کی سڑکوں پر پانی جمع ہونے سے شہریوں کو شدید مشکلات کا سامنا رہا۔ بلدیاتی اداروں کی جانب سے نکاسی آب کے دعوے دھرے کے دھرے رہ گئے جبکہ متعدد علاقوں میں بجلی کی فراہمی بھی معطل رہی۔ شہریوں کا کہنا ہے کہ انتظامیہ نے بروقت اقدامات نہیں کیے جس کے باعث کاروبار زندگی مفلوج ہو کر رہ گیا۔ حکام کا کہنا ہے کہ امدادی کارروائیاں جاری ہیں اور جلد صورتحال معمول پر آ جائے گی۔ اجلاس میں فیصلہ کیا گیا کہ متاثرہ علاقوں میں فوری طور پر امدادی ٹیمیں روانہ کی جائیں گی۔ کراچی میں بارشوں کے بعد شہر کی سڑکوں پر پانی جمع ہونے سے شہریوں کو شدید مشکلات کا سامنا رہا۔ بلدیاتی اداروں کی جانب سے نکاسی آب کے دعوے دھرے کے دھرے رہ گئے جبکہ متعدد علاقوں میں بجلی کی فراہمی بھی معطل رہی۔ شہریوں کا کہنا ہے کہ انتظامیہ نے بروقت اقدامات نہیں کیے جس کے باعث کاروبار زندگی مفلوج ہو کر رہ گیا۔ حکام کا کہنا ہے کہ امدادی کارروائیاں جاری ہیں اور جلد صورتحال معمول پر آ جائے گی۔ اجلاس میں فیصلہ کیا گیا کہ متاثرہ علاقوں میں فوری طور پر امدادی ٹیمیں روانہ کی جائیں گی۔ کراچی میں بارشوں کے بعد شہر کی سڑکوں پر پانی جمع ہونے سے شہریوں کو شدید مشکلات کا سامنا رہا۔ بلدیاتی اداروں کی جانب سے نکاسی آب کے دعوے دھرے کے دھرے رہ گئے جبکہ متعدد علاقوں میں بجلی کی فراہمی بھی معطل رہی۔ شہریوں کا کہنا ہے کہ انتظامیہ نے بروقت اقدامات نہیں کیے جس کے باعث کاروبار زندگی مفلوج ہو کر رہ گیا۔ حکام کا کہنا ہے کہ امدادی کارروائیاں جاری ہیں اور جلد صورتحال معمول پر آ جائے گی۔ اجلاس میں فیصلہ کیا گیا کہ متاثرہ علاقوں میں فوری طور پر امدادی ٹیمیں روانہ کی جائیں گی۔ کراچی میں بارشوں کے بعد شہر کی سڑکوں پر پانی جمع ہونے سے شہریوں کو شدید مشکلات کا سامنا رہا۔ بلدیاتی اداروں کی جانب سے نکاسی آب کے دعوے دھرے کے دھرے رہ گئے جبکہ متعدد علاقوں میں بجلی کی فراہمی بھی معطل رہی۔ شہریوں کا کہنا ہے کہ انتظامیہ نے بروقت اقدامات نہیں کیے جس: [230, 1039, 336, 2038]
item-number: نمبر 3: [868, 1668, 903, 1681]
news-item: [655, 838, 788, 1124]
item-title: ٹریفک حادثہ: [549, 839, 609, 852]
item-header: [225, 849, 336, 864]
news-item: [341, 1645, 445, 1760]
page-marker: ⑤: [881, 2, 891, 14]
item-header: [655, 1418, 788, 1433]
column-3: [545, 19, 652, 2177]
star-icon: ★: [894, 2, 903, 14]
item-header: [341, 1645, 445, 1660]
item-header: [341, 119, 445, 134]
item-number: نمبر 4: [752, 357, 787, 370]
item-title: تعلیم: [231, 1022, 294, 1035]
news-item: [548, 440, 650, 835]
item-title: تحقیقات کا آغاز: [794, 1668, 868, 1681]
news-item: [548, 1289, 650, 2179]
item-title: امن و امان: [656, 678, 752, 691]
item-body-text: کراچی میں بارشوں کے بعد شہر کی سڑکوں پر پانی جمع ہونے سے شہریوں کو شدید مشکلات کا سامنا رہا۔ بلدیاتی اداروں کی جانب سے نکاسی آب کے دعوے دھرے کے دھرے رہ گئے جبکہ متعدد علاقوں میں بجلی کی فراہمی بھی معطل رہی۔ شہریوں کا کہنا ہے کہ انتظامیہ نے بروقت اقدامات نہیں کیے جس کے باعث کاروبار زندگی مفلوج ہو کر رہ گیا۔ حکام کا کہنا ہے کہ امدادی کارروائیاں جاری ہیں اور جلد صورتحال معمول پر آ جائے گی۔ اجلاس میں فیصلہ کیا گیا کہ متاثرہ علاقوں میں فوری طور پر امدادی ٹیمیں روانہ کی جائیں گی۔ کراچی میں بارشوں کے بعد شہر کی سڑکوں پر پانی جمع ہونے سے شہریوں کو شدید مشکلات کا سامنا رہا۔ بلدیاتی اداروں کی جانب سے نکاسی آب کے دعوے دھرے کے دھرے رہ گئے جبکہ متعدد علاقوں میں بجلی کی فراہمی بھی معطل رہی۔ شہریوں کا کہنا ہے کہ انتظامیہ نے بروقت اقدامات نہیں کیے جس کے باعث کاروبار زندگی مفلوج ہو کر رہ گیا۔ حکام کا کہنا ہے کہ امدادی کارروائیاں جاری ہیں اور جلد صورتحال معمول پر آ جائے گی۔ اجلاس میں فیصلہ کیا گیا کہ متاثرہ علاقوں میں فوری طور پر امدادی ٹیمیں روانہ کی جائیں گی۔ کراچی میں بارشوں کے بعد شہر کی سڑکوں پر پانی جمع ہونے سے شہریوں کو شدید مشکلات کا سامنا رہا۔ بلدیاتی اداروں کی جانب سے نکاسی آب کے دعوے دھرے کے دھرے رہ گئے جبکہ متعدد علاقوں میں بجلی: [449, 513, 544, 985]
item-number: نمبر 9: [752, 1621, 787, 1635]
item-body-text: کراچی میں بارشوں کے بعد شہر کی سڑکوں پر پانی جمع ہونے سے شہریوں کو شدید مشکلات کا سامنا رہا۔ بلدیاتی اداروں کی جانب سے نکاسی آب کے دعوے دھرے کے دھرے رہ گئے جبکہ متعدد علاقوں میں بجلی کی فراہمی بھی معطل رہی۔ شہریوں کا کہنا ہے کہ انتظامیہ نے بروقت اقدامات نہیں کیے جس کے باعث کاروبار زندگی مفلوج ہو کر رہ گیا۔ حکام کا کہنا ہے کہ امدادی کارروائیاں جاری ہیں اور جلد صورتحال معمول پر آ جائے گی۔ اجلاس میں فیصلہ کیا گیا کہ متاثرہ علاقوں میں فوری طور پر امدادی ٹیمیں روانہ کی جائیں گی۔ کراچی میں بارشوں کے بعد شہر کی سڑکوں پر پانی جمع ہونے سے شہریوں کو شدید مشکلات کا سامنا رہا۔ بلدیاتی اداروں کی جانب سے نکاسی آب کے دعوے دھرے کے دھرے رہ گئے جبکہ متعدد علاقوں میں بجلی کی فراہمی بھی معطل رہی۔ شہریوں کا کہنا ہے کہ انتظامیہ نے بروقت اقدامات نہیں کیے جس کے باعث کاروبار زندگی مفلوج ہو کر رہ گیا۔ حکام کا کہنا ہے کہ امدادی کارروائیاں جاری ہیں اور: [548, 115, 650, 437]
item-title: پولیس: [450, 495, 502, 508]
item-title: بین الاقوامی خبریں: [226, 850, 294, 863]
item-number: نمبر 21: [403, 1216, 444, 1229]
item-title: بجلی کا بحران: [549, 1290, 609, 1304]
item-number: نمبر 14: [609, 1290, 649, 1304]
item-body-text: کراچی میں بارشوں کے بعد شہر کی سڑکوں پر پانی جمع ہونے سے شہریوں کو شدید مشکلات کا سامنا رہا۔ بلدیاتی اداروں کی جانب سے نکاسی آب کے دعوے دھرے کے دھرے رہ گئے جبکہ متعدد علاقوں میں بجلی کی فراہمی بھی معطل رہی۔ شہریوں کا کہنا ہے کہ انتظامیہ نے بروقت اقدامات نہیں کیے جس کے باعث کاروبار زندگی مفلوج ہو کر رہ گیا۔ حکام کا کہنا ہے کہ امدادی کارروائیاں جاری ہیں اور جلد صورتحال معمول پر آ جائے گی۔ اجلاس میں فیصلہ کیا گیا کہ متاثرہ علاقوں میں فوری طور پر امدادی ٹیمیں روانہ کی جائیں گی۔ کراچی میں بارشوں کے بعد شہر کی سڑکوں پر پانی جمع ہونے سے شہریوں کو شدید مشکلات کا سامنا رہا۔ بلدیاتی اداروں کی جانب سے نکاسی آب کے دعوے دھرے کے دھرے رہ گئے جبکہ متعدد علاقوں میں بجلی کی فراہمی بھی معطل رہی۔ شہریوں کا کہنا ہے کہ انتظامیہ نے بروقت اقدامات نہیں کیے جس کے باعث کاروبار زندگی مفلوج ہو کر رہ گیا۔ حکام کا کہنا ہے کہ امدادی کارروائیاں جاری ہیں اور جلد صورتحال معمول پر آ جائے گی۔ اجلاس میں فیصلہ کیا گیا کہ متاثرہ علاقوں میں فوری طور پر امدادی ٹیمیں روانہ کی جائیں گی۔ کراچی میں بارشوں کے بعد شہر کی سڑکوں پر پانی جمع ہونے سے شہریوں کو شدید مشکلات کا سامنا رہا۔ بلدیاتی اداروں کی جانب سے نکاسی آب کے دعوے دھرے کے دھرے رہ گئے جبکہ متعدد علاقوں میں بجلی کی فراہمی بھی معطل رہی۔ شہریوں کا کہنا ہے کہ انتظامیہ نے بروقت اقدامات نہیں کیے جس کے باعث کاروبار زندگی مفلوج ہو کر رہ گیا۔ حکام کا کہنا ہے کہ امدادی کارروائیاں جاری ہیں اور جلد صورتحال معمول پر آ جائے گی۔ اجلاس میں فیصلہ کیا: [449, 1006, 544, 1576]
item-number: نمبر 8: [752, 1419, 787, 1432]
item-header: [548, 440, 650, 456]
item-number: نمبر 12: [609, 441, 649, 455]
item-number: نمبر 20: [403, 120, 444, 133]
news-item: [341, 1215, 445, 1641]
lead-paragraph: کراچی میں بارشوں کے بعد شہر کی سڑکوں پر پانی جمع ہونے سے شہریوں کو شدید مشکلات کا سامنا رہا۔ بلدیاتی اداروں کی جانب سے نکاسی آب کے دعوے دھرے کے دھرے رہ گئے جبکہ متعدد علاقوں میں بجلی کی فراہمی بھی معطل رہی۔ شہریوں کا کہنا ہے کہ انتظامیہ نے بروقت اقدامات نہیں کیے جس کے باعث کاروبار زندگی مفلوج ہو کر رہ گیا۔ حکام کا کہنا ہے کہ امدادی کارروائیاں جاری ہیں اور جلد صورتحال معمول پر آ: [2, 20, 226, 83]
item-header: [449, 494, 544, 509]
masthead-english-title: THE DAILY UMMAT KARACHI,MONDAY SEPTEMBER 21,2026: [3, 2, 323, 14]
item-header: [793, 1107, 904, 1122]
item-number: نمبر 16: [502, 495, 543, 508]
news-item: [548, 838, 650, 1286]
item-number: نمبر 2: [868, 1108, 903, 1122]
item-header: [771, 22, 904, 37]
item-title: خارجہ پالیسی: [450, 1924, 502, 1937]
news-item: [771, 22, 904, 1105]
item-body-text: کراچی میں بارشوں کے بعد شہر کی سڑکوں پر پانی جمع ہونے سے شہریوں کو شدید مشکلات کا سامنا رہا۔ بلدیاتی اداروں کی جانب سے نکاسی آب کے دعوے دھرے کے دھرے رہ گئے جبکہ متعدد علاقوں میں بجلی کی فراہمی بھی معطل رہی۔ شہریوں کا کہنا ہے کہ انتظامیہ نے بروقت اقدامات نہیں کیے جس کے باعث کاروبار زندگی مفلوج ہو کر رہ گیا۔ حکام کا کہنا ہے کہ امدادی کارروائیاں جاری ہیں اور جلد صورتحال معمول پر آ جائے گی۔ اجلاس میں فیصلہ کیا گیا کہ متاثرہ علاقوں میں فوری طور پر امدادی ٹیمیں روانہ کی جائیں گی۔ کراچی میں بارشوں کے بعد شہر کی سڑکوں پر پانی جمع ہونے سے شہریوں کو شدید مشکلات کا سامنا رہا۔ بلدیاتی اداروں کی جانب سے نکاسی آب کے دعوے دھرے کے دھرے رہ گئے جبکہ متعدد علاقوں میں بجلی کی فراہمی بھی معطل رہی۔ شہریوں کا کہنا ہے کہ انتظامیہ نے بروقت اقدامات نہیں کیے جس کے باعث کاروبار زندگی مفلوج ہو کر رہ گیا۔ حکام کا کہنا ہے کہ امدادی کارروائیاں جاری ہیں اور جلد صورتحال معمول پر آ جائے گی۔ اجلاس میں فیصلہ کیا گیا کہ متاثرہ علاقوں میں فوری طور پر امدادی ٹیمیں روانہ کی جائیں گی۔ کراچی میں بارشوں کے بعد شہر کی سڑکوں پر پانی جمع ہونے سے شہریوں کو شدید مشکلات کا سامنا رہا۔ بلدیاتی اداروں کی جانب سے نکاسی آب کے دعوے دھرے کے دھرے رہ گئے جبکہ متعدد علاقوں میں بجلی کی فراہمی بھی معطل رہی۔ شہریوں کا کہنا ہے کہ انتظامیہ نے بروقت اقدامات نہیں کیے جس کے باعث کاروبار زندگی مفلوج ہو کر رہ گیا۔ حکام کا کہنا ہے کہ امدادی کارروائیاں جاری ہیں اور جلد صورتحال معمول پر آ جائے گی۔ اجلاس میں فیصلہ کیا گیا کہ متاثرہ علاقوں میں فوری طور پر امدادی ٹیمیں روانہ کی جائیں گی۔ کراچی میں بارشوں کے بعد شہر کی سڑکوں پر پانی جمع ہونے سے شہریوں کو شدید مشکلات کا سامنا رہا۔ بلدیاتی اداروں کی جانب سے نکاسی آب کے دعوے دھرے کے دھرے رہ گئے جبکہ متعدد علاقوں میں بجلی کی فراہمی بھی معطل رہی۔ شہریوں کا کہنا ہے کہ انتظامیہ نے بروقت اقدامات نہیں کیے جس کے باعث کاروبار زندگی مفلوج ہو کر رہ گیا۔ حکام کا کہنا ہے کہ امدادی کارروائیاں جاری ہیں اور جلد صورتحال معمول پر آ جائے گی۔ اجلاس میں فیصلہ کیا گیا کہ متاثرہ علاقوں میں فوری طور پر امدادی ٹیمیں روانہ کی جائیں گی۔ کراچی میں بارشوں کے بعد شہر کی سڑکوں پر پانی جمع ہونے سے شہریوں کو شدید مشکلات کا سامنا رہا۔ بلدیاتی اداروں کی جانب سے نکاسی آب کے دعوے دھرے کے دھرے رہ گئے جبکہ متعدد علاقوں میں بجلی کی فراہمی بھی معطل رہی۔ شہریوں کا کہنا ہے کہ انتظامیہ نے بروقت اقدامات نہیں کیے جس کے باعث کاروبار زندگی مفلوج ہو کر رہ گیا۔ حکام کا کہنا ہے کہ امدادی کارروائیاں جاری ہیں اور جلد صو: [548, 1307, 650, 2177]
item-body-text: کراچی میں بارشوں کے بعد شہر کی سڑکوں پر پانی جمع ہونے سے شہریوں کو شدید مشکلات کا سامنا رہا۔ بلدیاتی اداروں کی جانب سے نکاسی آب کے دعوے دھرے کے دھرے رہ گئے جبکہ متعدد علاقوں میں بجلی کی فراہمی بھی معطل رہی۔ شہریوں کا کہنا ہے کہ انتظامیہ نے بروقت اقدامات نہیں کیے جس کے باعث کاروبار زندگی مفلوج ہو کر رہ گیا۔ حکام کا کہنا ہے کہ امدادی کارروائیاں جاری ہیں اور جلد صورتحال معمول پر آ جائے گی۔ اجلاس میں فیصلہ کیا گیا کہ متاثرہ علاقوں میں فوری طور پر امدادی ٹیمیں روانہ کی جائیں گی۔ کراچی میں بارشوں کے بعد شہر کی سڑکوں پر پانی جمع ہونے سے شہریوں کو شدید مشکلات کا سامنا رہا۔ بلدیاتی اداروں کی جانب سے نکاسی آب کے دعوے دھرے کے دھرے رہ گئے جبکہ متعدد علاقوں میں بجلی کی فراہمی بھی معطل رہی۔ شہریوں کا کہنا ہے کہ انتظامیہ نے بروقت اقدامات نہیں کیے جس کے باعث کاروبار زندگی مفلوج ہو کر رہ گیا۔ حکام کا کہنا ہے کہ امدادی کارروائیاں جاری ہیں اور جلد صورتحال معمول پر آ جائے گی۔ اجلاس میں فیصلہ کیا گیا کہ متاثرہ علاقوں میں فوری طور پر امدادی ٹیمیں روانہ کی جائیں گی۔ کراچی میں بارشوں کے بعد شہر کی: [548, 459, 650, 834]
item-title: مہنگائی: [450, 108, 502, 122]
item-title: کراچی میں بارش: [547, 98, 609, 111]
lead-paragraph: کراچی میں بارشوں کے بعد شہر کی سڑکوں پر پانی جمع ہونے سے شہریوں کو شدید مشکلات کا سامنا رہا۔ بلدیاتی اداروں کی جانب سے نکاسی آب کے دعوے دھرے کے دھرے رہ گئے جبکہ متعدد علاقوں میں بجلی کی فراہ: [449, 20, 544, 104]
column-2: [652, 19, 790, 1982]
item-body-text: کراچی میں بارشوں کے بعد شہر کی سڑکوں پر پانی جمع ہونے سے شہریوں کو شدید مشکلات کا سامنا رہا۔ بلدیاتی اداروں کی جانب سے نکاسی آب کے دعوے دھرے کے دھرے رہ گئے جبکہ متعدد علاقوں میں بجلی کی فراہمی بھی معطل رہی۔ شہریوں کا کہنا ہے کہ انتظامیہ نے بروقت اقدامات نہیں کیے جس کے باعث کاروبار زندگی مفلوج ہو کر رہ گیا۔ حکام کا کہنا ہے کہ امدادی کارروائیاں جاری ہیں اور جلد صورتحال معمول پر آ جائے گی۔ اجلاس میں فیصلہ کیا گیا کہ متاثرہ علاقوں میں فوری طور پر امدادی ٹیمیں روانہ کی جائیں گی۔ کراچی میں بارشوں کے بعد شہر کی سڑکوں پر پانی جمع ہونے سے شہریوں کو شدید مشکلات کا سامنا رہا۔ بلدیاتی اداروں کی جانب سے نکاسی آب کے دعوے دھرے کے دھرے رہ گئے جبکہ متعدد علاقوں میں بجلی کی فراہمی بھی معطل رہی۔ شہریوں کا کہنا ہے کہ انتظامیہ نے بروقت اقدامات نہیں کیے جس کے باعث کاروبار: [449, 1598, 544, 1920]
item-number: نمبر 23: [294, 120, 335, 133]
item-title: سیاسی صورتحال: [547, 441, 609, 455]
item-header: [230, 119, 336, 134]
news-columns: [0, 19, 906, 2575]
item-number: نمبر 11: [609, 98, 649, 111]
news-item: [655, 677, 788, 835]
item-header: [2, 721, 226, 736]
item-header: [655, 356, 788, 371]
item-number: نمبر 24: [294, 850, 335, 863]
item-body-text: کراچی میں بارشوں کے بعد شہر کی سڑکوں پر پانی جمع ہونے سے شہریوں کو شدید مشکلات کا سامنا رہا۔ بلدیاتی اداروں کی جانب سے نکاسی آب کے دعوے دھرے کے دھرے رہ گئے جبکہ متعدد علاقوں میں بجلی کی فراہمی بھی معطل رہی۔ شہریوں کا کہنا ہے کہ انتظامیہ نے بروقت اقدامات نہیں کیے جس کے باعث کاروبار زندگی مفلوج ہو کر رہ گیا۔ حکام کا کہنا ہے کہ امدادی کارروائیاں جاری ہیں اور جلد صورتحال معمول پر آ جائے گی۔ اجلاس میں فیصلہ کیا گیا کہ متاثرہ علاقوں میں فوری طور پر امدادی ٹیمیں روانہ کی جائیں گی۔ کراچی میں بارشوں کے بعد شہر کی سڑکوں پر پانی جمع ہونے سے شہریوں کو شدید مشکلات کا سامنا رہا۔ بلدیاتی اداروں کی جانب سے نکاسی آب کے دعوے دھرے کے دھرے رہ گئے جبکہ متعدد علاقوں میں بجلی کی فراہمی بھی معطل رہی۔ شہریوں کا کہنا ہے کہ انتظامیہ نے بروقت اقدامات نہیں کیے جس کے باعث کاروبار زندگی مفلوج ہو کر رہ گیا۔ حکام کا کہنا ہے کہ امدادی کارروائیاں جاری ہیں اور جلد صورتحال معمول پر آ جائے گی۔ اجلاس میں فیصلہ کیا گیا کہ متاثرہ علاقوں می: [655, 856, 788, 1123]
item-title: عدالتی فیصلہ: [656, 839, 752, 852]
item-title: عوامی شکایات: [342, 1216, 403, 1229]
item-header: [655, 1846, 788, 1861]
item-number: نمبر 7: [752, 1128, 787, 1141]
lead-paragraph: کراچی میں بارشوں کے بعد شہر کی سڑکوں پر پانی جمع ہونے سے شہریوں کو شدید مشکلات کا سامنا رہا۔ بلدیاتی اداروں کی جانب سے نکاسی آب کے دعوے دھرے کے دھرے رہ گئے جبکہ متعدد علاقوں میں بجلی کی فراہمی بھی معطل رہی۔ شہریوں کا کہنا ہے کہ: [230, 20, 336, 115]
column-1: [771, 19, 906, 2221]
item-title: مانچسٹر اسٹیل کی فراہمی: [771, 23, 868, 36]
item-header: [655, 838, 788, 853]
item-title: اسلام آباد میں اجلاس: [656, 357, 752, 370]
item-header: [548, 838, 650, 853]
item-body-text: کراچی میں بارشوں کے بعد شہر کی سڑکوں پر پانی جمع ہونے سے شہریوں کو شدید مشکلات کا سامنا رہا۔ بلدیاتی اداروں کی جانب سے نکاسی آب کے دعوے دھرے کے دھرے رہ گئے جبکہ متعدد علاقوں میں بجلی کی فراہمی بھی معطل رہی۔ شہریوں کا کہنا ہے کہ انتظامیہ نے بروقت اقدامات نہیں کیے جس کے باعث کاروبار زندگی مفلوج ہو کر رہ گیا۔ حکام کا کہنا ہے کہ امدادی کارروائیاں جاری ہیں اور جلد صورتحال معمول پر آ جائے گی۔ اجلاس میں فیصلہ کیا گیا کہ متاثرہ علاقوں میں فوری طور پر امدادی ٹیمیں روانہ کی جائیں گی۔ کراچی میں بارشوں کے بعد شہر کی سڑکوں پر پانی جمع ہونے سے شہریوں کو شدید مشکلات کا سامنا رہا۔ بلدیاتی اداروں کی جانب سے نکاسی آب کے دعوے دھرے کے دھرے رہ گئے جبکہ متعدد علاقوں میں بجلی کی فراہمی بھی معطل رہی۔ شہریوں کا کہنا ہے کہ انتظامیہ نے بروقت اقدامات نہیں کیے جس کے باعث کاروبار زندگی مفلوج ہو کر رہ گیا۔ حکام کا کہنا ہے کہ امدادی کارروائیاں جاری ہیں اور جلد صورتحال معمول پر آ جائے گی۔ اجلاس میں فیصلہ کیا گیا کہ متاثرہ علاقوں میں فوری طور پر امدادی ٹیمیں روانہ کی جائیں گی۔ کراچی میں بارشوں کے بعد شہر کی سڑکوں پر پانی جمع ہونے سے شہریوں کو شدید مشکلات کا سامنا رہا۔ بلدیاتی اداروں کی جانب سے نکاسی آب کے دعوے دھرے کے دھرے رہ گئے جبکہ متعدد علاقوں میں بجلی کی فراہمی بھی معطل رہی۔ شہریوں کا کہنا ہے کہ انتظامیہ نے بروقت اقدامات نہیں کیے جس کے باعث کاروبار زندگی مفلوج ہو کر رہ گیا۔ حکام کا کہنا ہے کہ امدادی کارروائیاں جاری ہیں اور جلد صورتحال معمول پر آ جائے گی۔ اجلاس میں فیصلہ کیا گیا کہ متاثرہ علاقوں میں فوری طور پر امدادی ٹیمیں روانہ کی جائیں گی۔ کراچی میں بارشوں کے بعد شہر کی سڑکوں پر پانی جمع ہونے سے شہریوں کو شدید مشکلات کا س: [793, 1126, 904, 1663]
item-title: معاشی جائزہ: [342, 120, 403, 133]
lead-paragraph: کراچی میں بارشوں کے بعد شہر کی سڑکوں پر پانی جمع ہونے سے شہریوں کو شدید مشکلات کا سامنا رہا۔ بلدیاتی اداروں کی جانب سے نکاسی آب کے دعوے دھرے کے دھرے رہ گئے جبکہ متعدد علاقوں میں بجلی کی فراہمی بھی معطل رہی۔ شہریوں کا کہنا ہے کہ: [341, 20, 445, 115]
item-body-text: کراچی میں بارشوں کے بعد شہر کی سڑکوں پر پانی جمع ہونے سے شہریوں کو شدید مشکلات کا سامنا رہا۔ بلدیاتی اداروں کی جانب سے نکاسی آب کے دعوے دھرے کے دھرے رہ گئے جبکہ متعدد علاقوں میں بجلی کی فراہمی بھی معطل رہی۔ شہریوں کا کہنا ہے کہ انتظامیہ نے بروقت اقدامات نہیں کیے جس کے باعث کاروبار زندگی مفلوج ہو کر رہ گیا۔ حکام کا کہنا ہے کہ امدادی کارروائیاں جاری ہیں اور جلد صورتحال معمول پر آ: [230, 868, 336, 1017]
news-item: [793, 1107, 904, 1663]
item-title: صوبائی اسمبلی: [231, 120, 294, 133]
news-item: [655, 356, 788, 674]
news-item: [230, 1021, 336, 2039]
news-item: [436, 989, 544, 1577]
news-item: [449, 1579, 544, 1920]
news-item: [449, 1923, 544, 2576]
item-number: نمبر 17: [502, 989, 543, 1003]
lead-paragraph: کراچی میں بارشوں کے بعد شہر کی سڑکوں پر پانی جمع ہونے سے شہریوں کو شدید مشکلات کا سامنا رہا۔ بلدیاتی اداروں کی جانب سے نکاسی آب کے دعوے دھرے کے دھرے رہ گئے جبکہ متعدد علاقوں میں بجلی کی فراہ: [548, 20, 650, 93]
news-item: [2, 721, 226, 997]
column-5: [338, 19, 446, 1758]
news-item: [655, 1127, 788, 1414]
item-body-text: کراچی میں بارشوں کے بعد شہر کی سڑکوں پر پانی جمع ہونے سے شہریوں کو شدید مشکلات کا سامنا رہا۔ بلدیاتی اداروں کی جانب سے نکاسی آب کے دعوے دھرے کے دھرے رہ گئے جبکہ متعدد علاقوں میں بجلی کی فراہمی بھی معطل رہی۔ شہریوں کا کہنا ہے کہ انتظامیہ نے بروقت اقدامات نہیں کیے جس کے باعث کاروبار زندگی مفلوج ہو کر رہ گیا۔ حکام کا کہنا ہے کہ امدادی کارروائیاں جاری ہیں اور جلد صورتحال معمول پر آ جائے گی۔ اجلاس میں فیصلہ کیا گیا کہ متاثرہ علاقوں میں فوری طور پر امدادی ٹیمیں روانہ کی جائیں گی۔ کراچی میں بارشوں کے بعد شہر کی سڑکوں پر پانی جمع ہونے سے شہریوں کو شدید مشکلات کا سامنا رہا۔ بلدیاتی اداروں کی جانب سے نکاسی آب ک: [655, 1436, 788, 1618]
news-item: [655, 1846, 788, 1982]
news-item: [548, 97, 650, 438]
item-title: شہری خبریں: [656, 1847, 747, 1860]
item-body-text: کراچی میں بارشوں کے بعد شہر کی سڑکوں پر پانی جمع ہونے سے شہریوں کو شدید مشکلات کا سامنا رہا۔ بلدیاتی اداروں کی جانب سے نکاسی آب کے دعوے دھرے کے دھرے رہ گئے جبکہ متعدد علاقوں میں بجلی کی فراہمی بھی معطل رہی۔ شہریوں کا کہنا ہے کہ انتظامیہ نے بروقت اقدامات نہیں کیے جس کے باعث کاروبار زندگی مفلوج ہو کر رہ گیا۔ حکام کا کہنا ہے کہ امدادی کارروائیاں جاری ہیں اور جلد صورتحال معمول پر آ جائے گی۔ اجلاس میں فیصلہ کیا گیا کہ متاثرہ علاقوں میں فوری طور پر امدادی ٹیمیں روانہ کی جائیں گی۔ کراچی میں بارشوں کے بعد شہر کی سڑکوں پر پانی جمع ہونے سے شہریوں کو شدید مشکلات کا سامنا رہا۔ بلدیاتی اداروں کی جانب سے نکاسی آب کے دعوے دھرے کے دھرے رہ گئے جبکہ متعدد علاقوں میں بجلی کی فراہمی بھی معطل رہی۔ شہریوں کا کہنا ہے کہ انتظامیہ نے بروقت اقدامات نہیں کیے جس کے باعث کاروبار زندگی مفلوج ہو کر رہ گیا۔ حکام کا کہنا ہے کہ امدادی کارروائیاں جاری ہیں اور جلد صورتحال معمول پر آ جائے گی۔ اجلاس میں فیصلہ کیا گیا کہ متاثرہ علاقوں میں فوری طور پر امدادی ٹیمیں روانہ کی جائیں گی۔ کراچی میں بارشوں کے بعد شہر کی سڑکوں پر پانی جمع ہونے سے شہریوں کو شدید مشکلات کا سامنا رہا۔ بلدیاتی اداروں کی جانب سے نکاسی آب کے دعوے دھرے کے دھرے رہ گئے جبکہ متعدد علاقوں میں بجلی کی فراہمی بھی معطل رہی۔ شہریوں کا کہنا ہے کہ انتظامیہ نے بروقت اقدامات نہیں کیے جس کے باعث کاروبار زندگی مفلوج ہو کر رہ گیا۔ حکام کا کہنا ہے کہ امدادی کارروائیاں جاری ہیں اور جلد صورتحال معمول پر آ جائے گی۔ اجلاس میں فیصلہ کیا گیا کہ متاثرہ علاقوں میں فوری طور پر امدادی ٹیمیں روانہ کی جائیں گی۔ کراچی میں بارشوں کے بعد شہر کی سڑکوں پر پانی جمع ہونے سے شہریوں کو شدید مشکلات کا س: [793, 1685, 904, 2221]
item-number: نمبر 10: [747, 1847, 787, 1860]
item-body-text: کراچی میں بارشوں کے بعد شہر کی سڑکوں پر پانی جمع ہونے سے شہریوں کو شدید مشکلات کا سامنا رہا۔ بلدیاتی اداروں کی جانب سے نکاسی آب کے دعوے دھرے کے دھرے رہ گئے جبکہ متعدد علاقوں میں بجلی کی فراہمی بھی معطل رہی۔ شہریوں کا کہنا ہے کہ انتظامیہ نے بروقت اقدامات نہیں کیے جس کے باعث کاروبار زندگی مفلوج ہو کر رہ گیا۔ حکام کا کہنا ہے کہ امدادی کارروائیاں جاری ہیں اور جلد صورتحال معمول پر آ جائے گی۔ اجلاس میں فیصلہ کیا گیا کہ متاثرہ علاقوں میں فوری طور پر امدادی ٹیمیں روانہ کی جائیں گی۔ کراچی میں بارشوں کے بعد شہر کی سڑکوں پر پانی جمع ہونے سے شہریوں کو شدید مشکلات کا سامنا رہا۔ بلدیاتی اداروں کی جانب سے نکاسی آب کے دعوے دھرے کے دھرے رہ گئے جبکہ متعدد علاقوں میں بجلی کی فراہمی بھی معطل رہی۔ شہریوں کا کہنا ہے کہ انتظامیہ نے بروقت اقدامات نہیں کیے جس کے باعث کاروبار زندگی مفلوج ہو کر رہ گیا۔ حکام کا کہنا ہے کہ امدادی کارروائیاں جاری ہیں اور جلد صورتحال معمول پر آ جائے گی۔ اجلاس میں فیصلہ کیا گیا کہ متاثرہ علاقوں می: [655, 1146, 788, 1414]
